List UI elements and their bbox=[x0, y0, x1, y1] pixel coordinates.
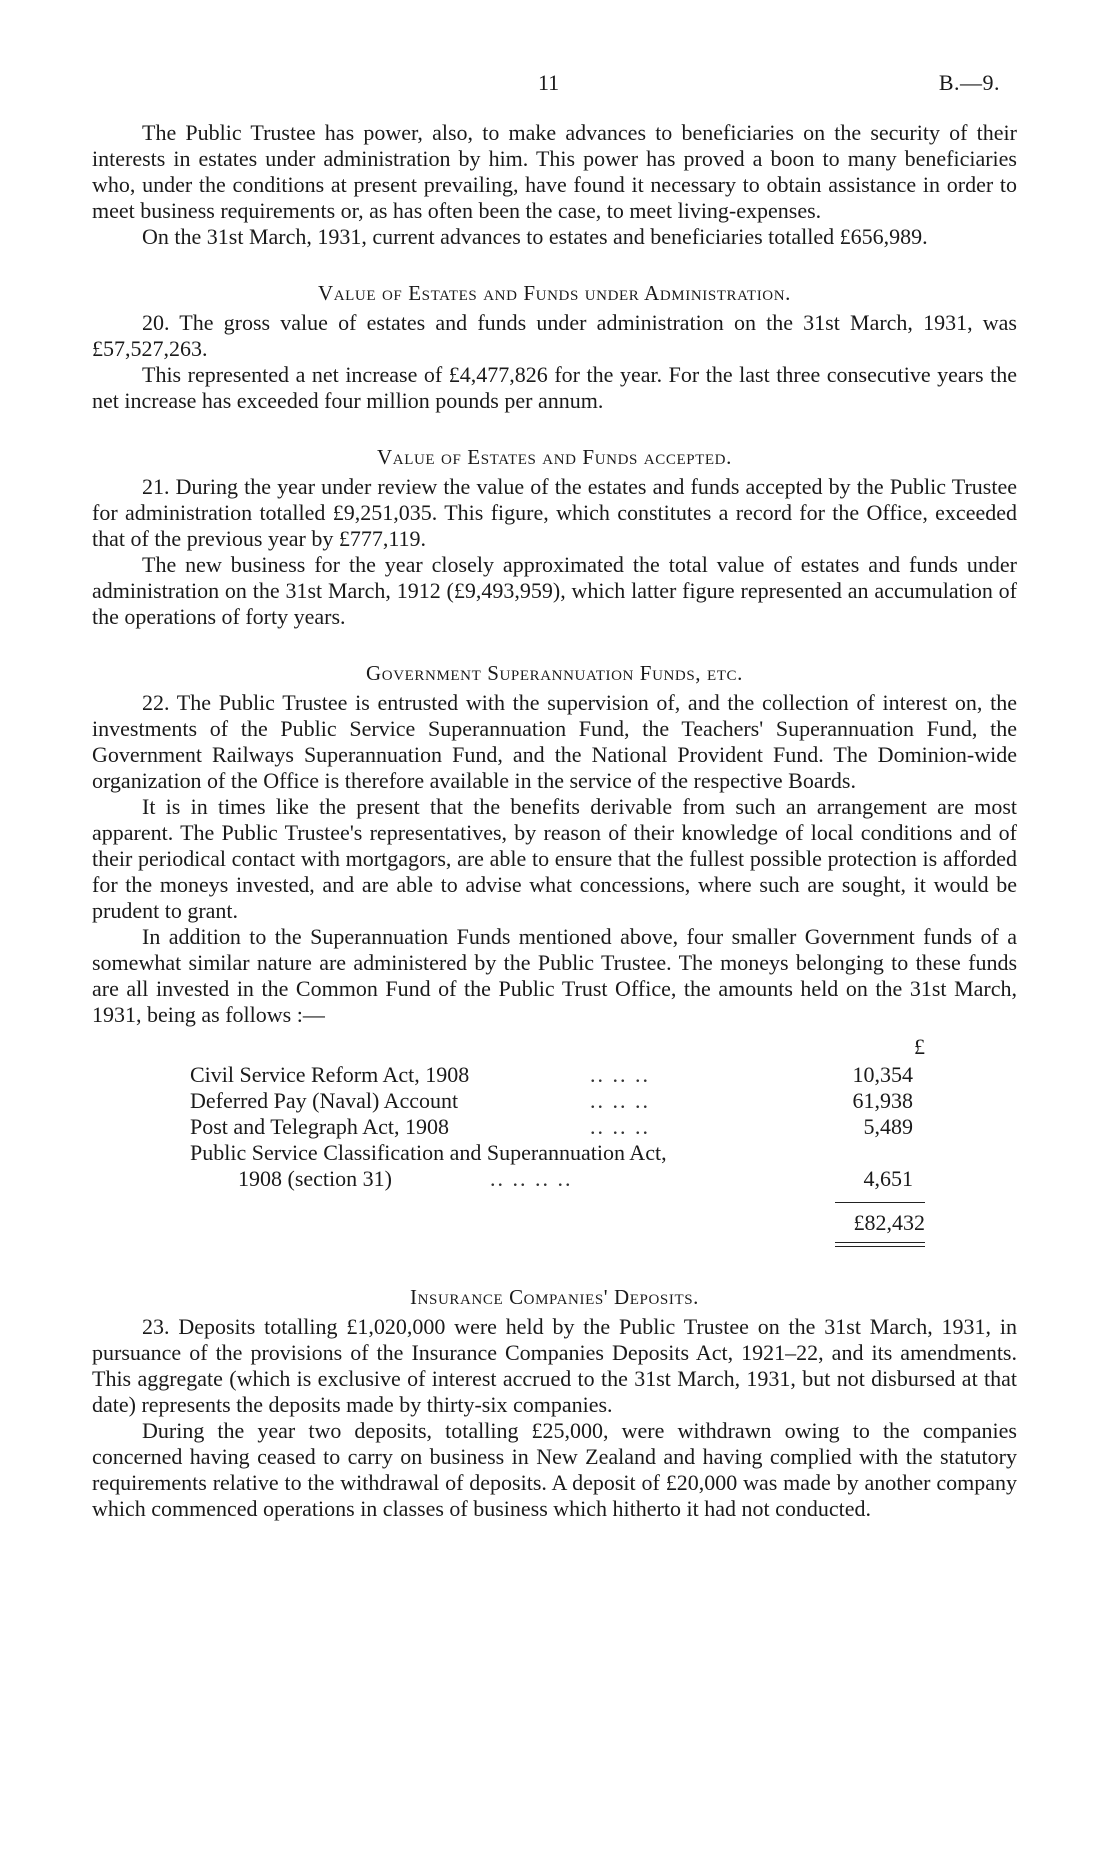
paragraph-new-business: The new business for the year closely approximated the total value of estates and funds under administration on the 31st March, 1912 (£9,493,959), which latter figure represented an accumulation of the operations of forty years. bbox=[92, 552, 1017, 629]
heading-value-accepted: Value of Estates and Funds accepted. bbox=[377, 445, 732, 469]
table-row bbox=[190, 1088, 1005, 1114]
page-header bbox=[0, 70, 1114, 100]
paragraph-net-increase: This represented a net increase of £4,477,826 for the year. For the last three consecutive years the net increase has exceeded four million pounds per annum. bbox=[92, 362, 1017, 413]
table-row bbox=[190, 1166, 1005, 1192]
subtotal-rule bbox=[835, 1202, 925, 1203]
table-total: £82,432 bbox=[853, 1210, 925, 1235]
row-label: Civil Service Reform Act, 1908 bbox=[190, 1062, 470, 1087]
row-dots: .. .. .. bbox=[590, 1114, 650, 1139]
paragraph-smaller-funds: In addition to the Superannuation Funds mentioned above, four smaller Government funds of a somewhat similar nature are administered by the Public Trustee. The moneys belonging to these funds are all invested in the Common Fund of the Public Trust Office, the amounts held on the 31st March, 1931, being as follows :— bbox=[92, 924, 1017, 1027]
heading-value-under-administration: Value of Estates and Funds under Administration. bbox=[317, 281, 792, 305]
paragraph-benefits: It is in times like the present that the benefits derivable from such an arrangement are most apparent. The Public Trustee's representatives, by reason of their knowledge of local conditions and of their periodical contact with mortgagors, are able to ensure that the fullest possible protection is afforded for the moneys invested, and are able to advise what concessions, where such are sought, it would be prudent to grant. bbox=[92, 794, 1017, 923]
heading-superannuation-funds: Government Superannuation Funds, etc. bbox=[366, 661, 743, 685]
row-label: Deferred Pay (Naval) Account bbox=[190, 1088, 459, 1113]
total-rule-lower bbox=[835, 1246, 925, 1247]
row-amount: 5,489 bbox=[863, 1114, 913, 1139]
paragraph-advances-total: On the 31st March, 1931, current advances to estates and beneficiaries totalled £656,989. bbox=[142, 224, 928, 249]
paragraph-withdrawals: During the year two deposits, totalling £25,000, were withdrawn owing to the companies concerned having ceased to carry on business in New Zealand and having complied with the statutory requirements relative to the withdrawal of deposits. A deposit of £20,000 was made by another company which commenced operations in classes of business which hitherto it had not conducted. bbox=[92, 1418, 1017, 1521]
paragraph-advances-power: The Public Trustee has power, also, to make advances to beneficiaries on the security of their interests in estates under administration by him. This power has proved a boon to many beneficiaries who, under the conditions at present prevailing, have found it necessary to obtain assistance in order to meet business requirements or, as has often been the case, to meet living-expenses. bbox=[92, 120, 1017, 223]
page-number: 11 bbox=[538, 70, 560, 95]
row-label: Post and Telegraph Act, 1908 bbox=[190, 1114, 449, 1139]
heading-insurance-deposits: Insurance Companies' Deposits. bbox=[409, 1285, 700, 1309]
row-amount: 4,651 bbox=[863, 1166, 913, 1191]
row-dots: .. .. .. .. bbox=[490, 1166, 573, 1191]
row-dots: .. .. .. bbox=[590, 1088, 650, 1113]
row-dots: .. .. .. bbox=[590, 1062, 650, 1087]
funds-table bbox=[92, 1034, 1017, 1254]
paragraph-21: 21. During the year under review the value of the estates and funds accepted by the Public Trustee for administration totalled £9,251,035. This figure, which constitutes a record for the Office, exceeded that of the previous year by £777,119. bbox=[92, 474, 1017, 551]
paragraph-22: 22. The Public Trustee is entrusted with the supervision of, and the collection of interest on, the investments of the Public Service Superannuation Fund, the Teachers' Superannuation Fund, the Government Railways Superannuation Fund, and the National Provident Fund. The Dominion-wide organization of the Office is therefore available in the service of the respective Boards. bbox=[92, 690, 1017, 793]
row-amount: 61,938 bbox=[852, 1088, 913, 1113]
row-amount: 10,354 bbox=[852, 1062, 913, 1087]
row-label: Public Service Classification and Superannuation Act, bbox=[190, 1140, 667, 1165]
paragraph-23: 23. Deposits totalling £1,020,000 were held by the Public Trustee on the 31st March, 1931, in pursuance of the provisions of the Insurance Companies Deposits Act, 1921–22, and its amendments. This aggregate (which is exclusive of interest accrued to the 31st March, 1931, but not disbursed at that date) represents the deposits made by thirty-six companies. bbox=[92, 1314, 1017, 1417]
report-code: B.—9. bbox=[938, 70, 1000, 95]
paragraph-20: 20. The gross value of estates and funds under administration on the 31st March, 1931, was £57,527,263. bbox=[92, 310, 1017, 361]
row-label: 1908 (section 31) bbox=[238, 1166, 392, 1191]
table-row bbox=[190, 1062, 1005, 1088]
table-row bbox=[190, 1140, 1005, 1166]
document-body bbox=[92, 120, 1017, 1522]
table-row bbox=[190, 1114, 1005, 1140]
total-rule-upper bbox=[835, 1242, 925, 1243]
currency-header: £ bbox=[914, 1034, 925, 1059]
